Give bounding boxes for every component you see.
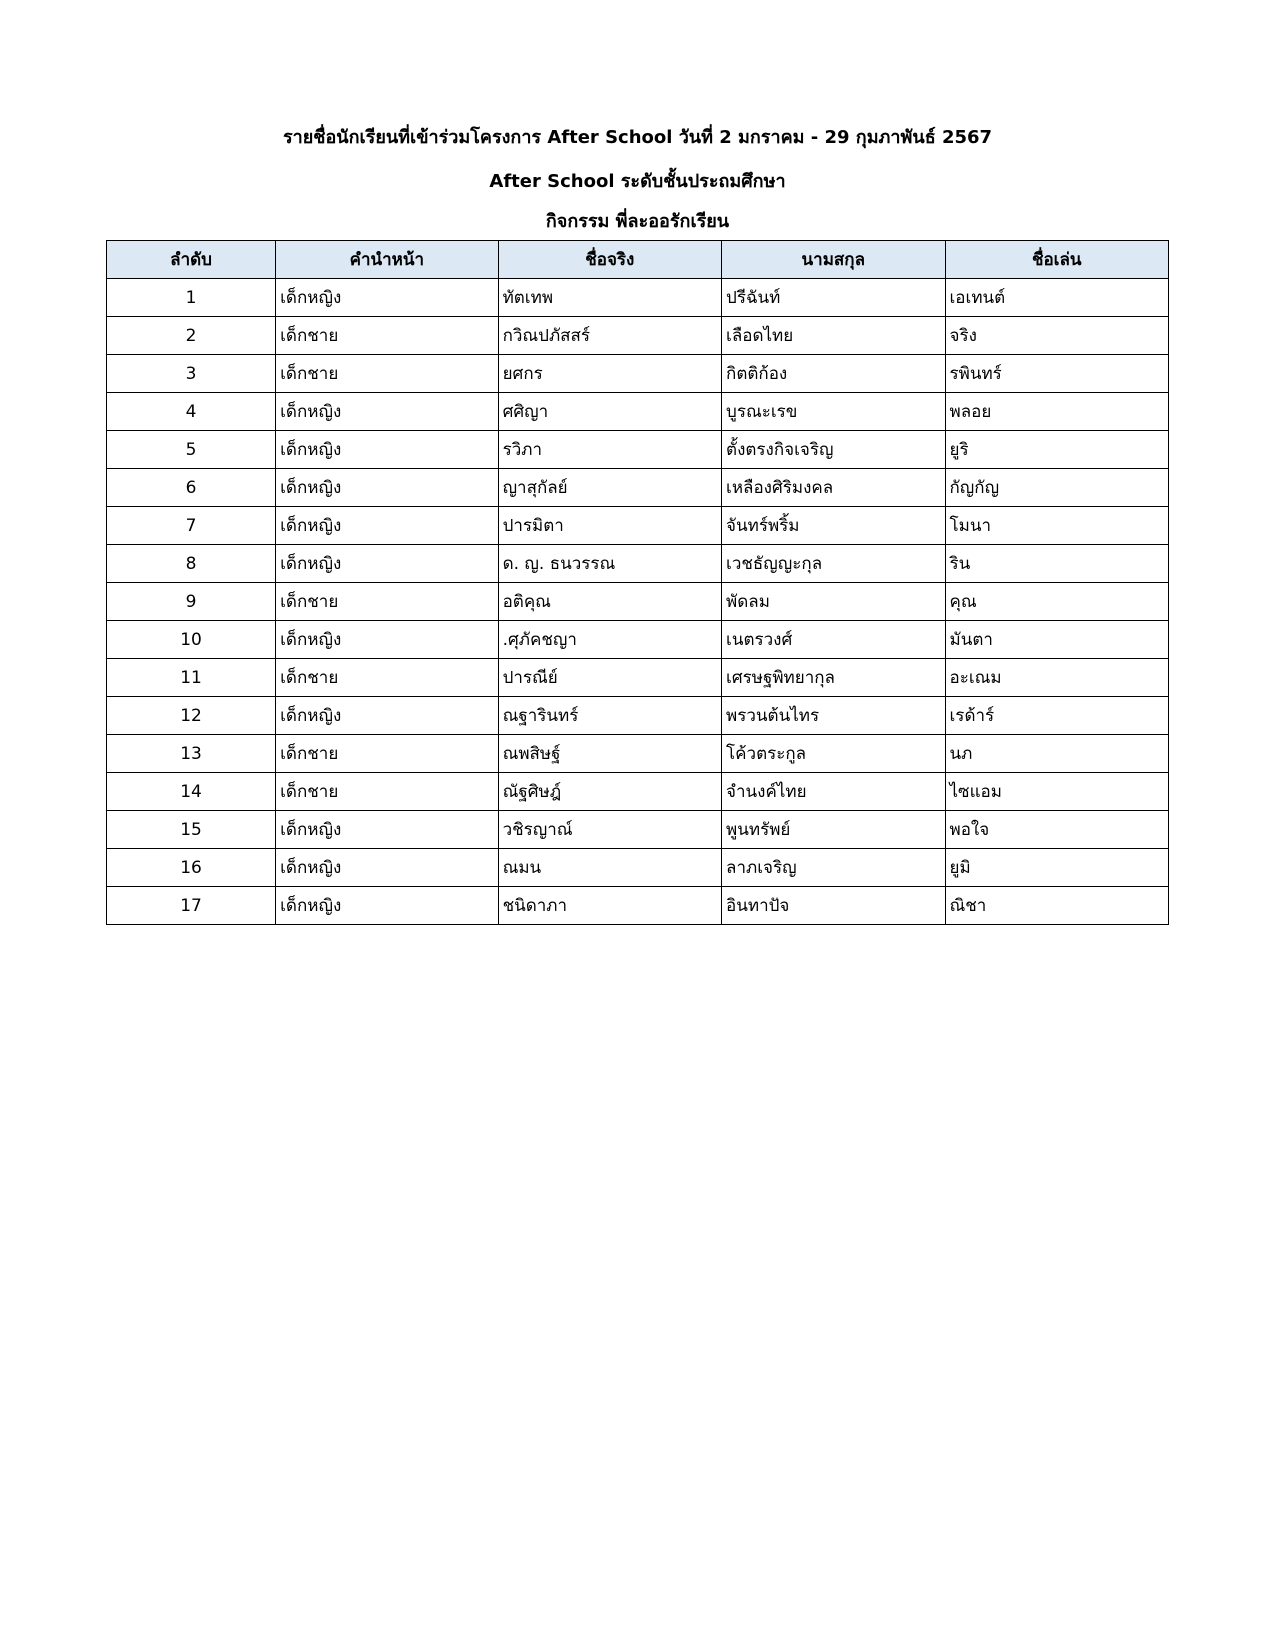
- cell-nickname: ยูริ: [945, 431, 1169, 469]
- cell-nickname: ณิชา: [945, 887, 1169, 925]
- cell-order: 10: [107, 621, 276, 659]
- cell-last-name: เศรษฐพิทยากุล: [722, 659, 945, 697]
- table-row: [107, 507, 1169, 545]
- cell-first-name: วชิรญาณ์: [498, 811, 721, 849]
- cell-prefix: เด็กหญิง: [276, 697, 498, 735]
- cell-prefix: เด็กชาย: [276, 583, 498, 621]
- cell-first-name: ยศกร: [498, 355, 721, 393]
- cell-first-name: ปารณีย์: [498, 659, 721, 697]
- cell-first-name: ญาสุกัลย์: [498, 469, 721, 507]
- cell-prefix: เด็กหญิง: [276, 811, 498, 849]
- cell-first-name: ศศิญา: [498, 393, 721, 431]
- cell-first-name: ณมน: [498, 849, 721, 887]
- cell-first-name: ณพสิษฐ์: [498, 735, 721, 773]
- cell-order: 11: [107, 659, 276, 697]
- cell-prefix: เด็กหญิง: [276, 469, 498, 507]
- cell-last-name: พรวนต้นไทร: [722, 697, 945, 735]
- cell-nickname: นภ: [945, 735, 1169, 773]
- cell-first-name: .ศุภัคชญา: [498, 621, 721, 659]
- table-row: [107, 355, 1169, 393]
- cell-last-name: กิตติก้อง: [722, 355, 945, 393]
- cell-nickname: เรด้าร์: [945, 697, 1169, 735]
- cell-nickname: พอใจ: [945, 811, 1169, 849]
- cell-nickname: อะเณม: [945, 659, 1169, 697]
- table-row: [107, 887, 1169, 925]
- table-row: [107, 317, 1169, 355]
- cell-first-name: ณฐารินทร์: [498, 697, 721, 735]
- table-row: [107, 621, 1169, 659]
- table-row: [107, 659, 1169, 697]
- cell-order: 2: [107, 317, 276, 355]
- cell-last-name: บูรณะเรข: [722, 393, 945, 431]
- table-body: [107, 279, 1169, 925]
- cell-first-name: ทัตเทพ: [498, 279, 721, 317]
- activity-title: กิจกรรม พี่ละออรักเรียน: [545, 211, 730, 232]
- cell-first-name: อติคุณ: [498, 583, 721, 621]
- cell-prefix: เด็กหญิง: [276, 507, 498, 545]
- cell-prefix: เด็กหญิง: [276, 887, 498, 925]
- cell-prefix: เด็กหญิง: [276, 621, 498, 659]
- cell-prefix: เด็กหญิง: [276, 849, 498, 887]
- cell-last-name: จำนงค์ไทย: [722, 773, 945, 811]
- cell-prefix: เด็กชาย: [276, 735, 498, 773]
- cell-last-name: ตั้งตรงกิจเจริญ: [722, 431, 945, 469]
- cell-last-name: พัดลม: [722, 583, 945, 621]
- column-header-order: ลำดับ: [107, 241, 276, 279]
- cell-order: 15: [107, 811, 276, 849]
- cell-first-name: ณัฐศิษฎ์: [498, 773, 721, 811]
- document-subtitle: After School ระดับชั้นประถมศึกษา: [489, 171, 786, 192]
- cell-order: 1: [107, 279, 276, 317]
- cell-prefix: เด็กหญิง: [276, 431, 498, 469]
- cell-last-name: ลาภเจริญ: [722, 849, 945, 887]
- cell-first-name: ด. ญ. ธนวรรณ: [498, 545, 721, 583]
- cell-order: 3: [107, 355, 276, 393]
- cell-last-name: พูนทรัพย์: [722, 811, 945, 849]
- cell-order: 6: [107, 469, 276, 507]
- cell-nickname: พลอย: [945, 393, 1169, 431]
- cell-prefix: เด็กชาย: [276, 773, 498, 811]
- cell-last-name: โค้วตระกูล: [722, 735, 945, 773]
- cell-nickname: โมนา: [945, 507, 1169, 545]
- cell-order: 16: [107, 849, 276, 887]
- table-row: [107, 393, 1169, 431]
- cell-last-name: เนตรวงศ์: [722, 621, 945, 659]
- cell-last-name: เลือดไทย: [722, 317, 945, 355]
- cell-last-name: ปรีฉันท์: [722, 279, 945, 317]
- cell-order: 8: [107, 545, 276, 583]
- cell-order: 7: [107, 507, 276, 545]
- cell-nickname: จริง: [945, 317, 1169, 355]
- table-row: [107, 773, 1169, 811]
- cell-nickname: คุณ: [945, 583, 1169, 621]
- column-header-first-name: ชื่อจริง: [498, 241, 721, 279]
- table-row: [107, 469, 1169, 507]
- cell-nickname: กัญกัญ: [945, 469, 1169, 507]
- cell-nickname: มันตา: [945, 621, 1169, 659]
- cell-prefix: เด็กหญิง: [276, 279, 498, 317]
- cell-first-name: กวิณปภัสสร์: [498, 317, 721, 355]
- table-row: [107, 811, 1169, 849]
- table-header-row: [107, 241, 1169, 279]
- cell-order: 12: [107, 697, 276, 735]
- student-table: [106, 240, 1169, 925]
- cell-order: 4: [107, 393, 276, 431]
- cell-order: 17: [107, 887, 276, 925]
- cell-order: 9: [107, 583, 276, 621]
- cell-nickname: ริน: [945, 545, 1169, 583]
- cell-prefix: เด็กชาย: [276, 317, 498, 355]
- cell-prefix: เด็กชาย: [276, 659, 498, 697]
- cell-order: 14: [107, 773, 276, 811]
- column-header-last-name: นามสกุล: [722, 241, 945, 279]
- cell-order: 5: [107, 431, 276, 469]
- table-row: [107, 697, 1169, 735]
- cell-last-name: อินทาปัจ: [722, 887, 945, 925]
- cell-nickname: ยูมิ: [945, 849, 1169, 887]
- cell-first-name: ปารมิตา: [498, 507, 721, 545]
- cell-nickname: เอเทนต์: [945, 279, 1169, 317]
- cell-last-name: เหลืองศิริมงคล: [722, 469, 945, 507]
- table-row: [107, 431, 1169, 469]
- table-row: [107, 849, 1169, 887]
- table-row: [107, 545, 1169, 583]
- cell-first-name: รวิภา: [498, 431, 721, 469]
- cell-prefix: เด็กหญิง: [276, 545, 498, 583]
- cell-prefix: เด็กหญิง: [276, 393, 498, 431]
- cell-first-name: ชนิดาภา: [498, 887, 721, 925]
- cell-nickname: รพินทร์: [945, 355, 1169, 393]
- cell-prefix: เด็กชาย: [276, 355, 498, 393]
- table-row: [107, 279, 1169, 317]
- table-row: [107, 735, 1169, 773]
- cell-order: 13: [107, 735, 276, 773]
- document-title: รายชื่อนักเรียนที่เข้าร่วมโครงการ After School วันที่ 2 มกราคม - 29 กุมภาพันธ์ 2567: [282, 127, 993, 148]
- cell-last-name: เวชธัญญะกุล: [722, 545, 945, 583]
- cell-nickname: ไซแอม: [945, 773, 1169, 811]
- cell-last-name: จันทร์พริ้ม: [722, 507, 945, 545]
- table-row: [107, 583, 1169, 621]
- column-header-prefix: คำนำหน้า: [276, 241, 498, 279]
- column-header-nickname: ชื่อเล่น: [945, 241, 1169, 279]
